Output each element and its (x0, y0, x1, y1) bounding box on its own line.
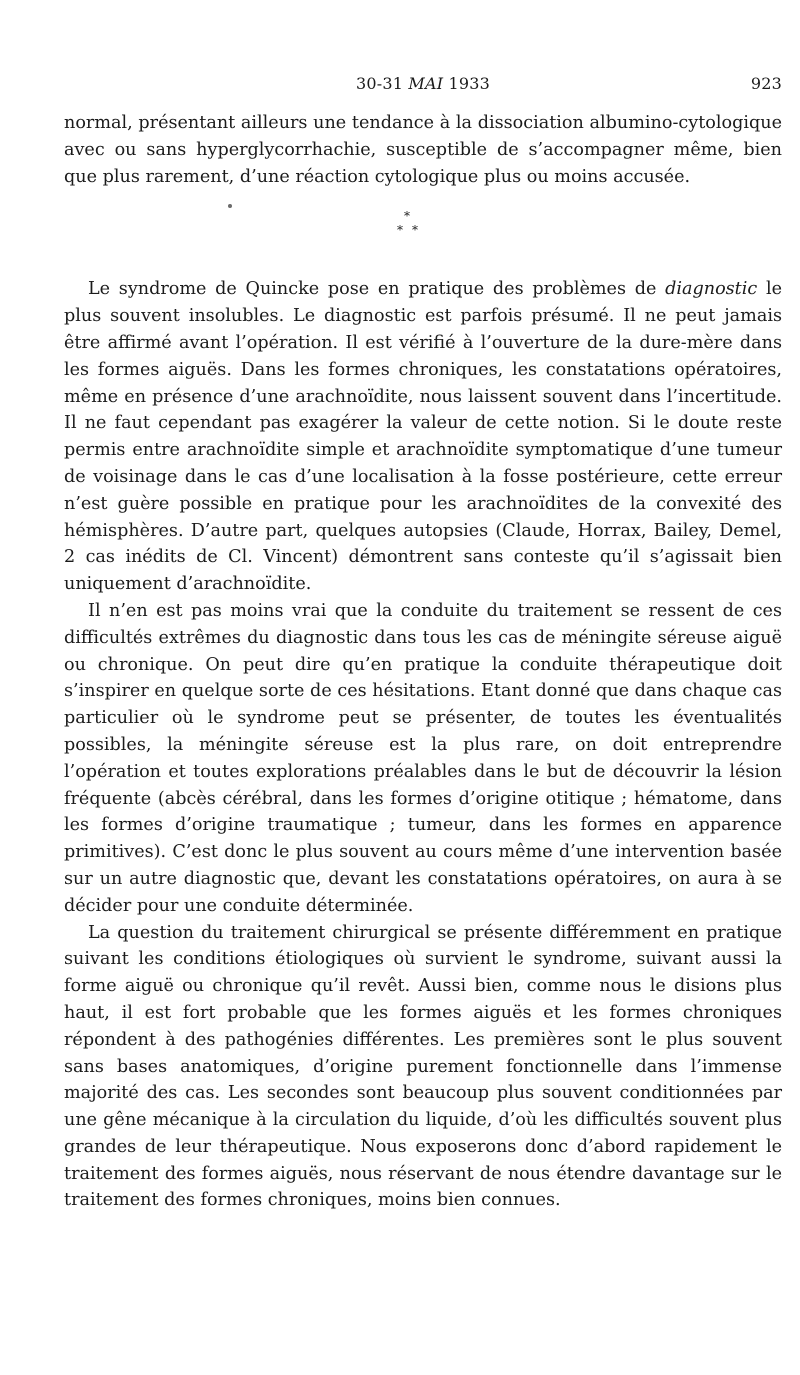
paragraph-diagnostic-rest: le plus souvent insolubles. Le diagnostic est parfois présumé. Il ne peut jamais être affirmé avant l’opération. Il est vérifié à l’ouverture de la dure-mère dans les formes aiguës. Dans les formes chroniques, les constatations opératoires, même en présence d’une arachnoïdite, nous laissent souvent dans l’incertitude. Il ne faut cependant pas exagérer la valeur de cette notion. Si le doute reste permis entre arachnoïdite simple et arachnoïdite symptomatique d’une tumeur de voisinage dans le cas d’une localisation à la fosse postérieure, cette erreur n’est guère possible en pratique pour les arachnoïdites de la convexité des hémisphères. D’autre part, quelques autopsies (Claude, Horrax, Bailey, Demel, 2 cas inédits de Cl. Vincent) démontrent sans conteste qu’il s’agissait bien uniquement d’arachnoïdite. (64, 279, 782, 595)
paragraph-diagnostic (64, 276, 782, 598)
paragraph-diagnostic-start: Le syndrome de Quincke pose en pratique des problèmes de (88, 279, 666, 300)
header-date-prefix: 30-31 (355, 74, 409, 93)
paragraph-treatment-conduct: Il n’en est pas moins vrai que la conduite du traitement se ressent de ces difficultés extrêmes du diagnostic dans tous les cas de méningite séreuse aiguë ou chronique. On peut dire qu’en pratique la conduite thérapeutique doit s’inspirer en quelque sorte de ces hésitations. Etant donné que dans chaque cas particulier où le syndrome peut se présenter, de toutes les éventualités possibles, la méningite séreuse est la plus rare, on doit entreprendre l’opération et toutes explorations préalables dans le but de découvrir la lésion fréquente (abcès cérébral, dans les formes d’origine otitique ; hématome, dans les formes d’origine traumatique ; tumeur, dans les formes en apparence primitives). C’est donc le plus souvent au cours même d’une intervention basée sur un autre diagnostic que, devant les constatations opératoires, on aura à se décider pour une conduite déterminée. (64, 600, 782, 916)
ink-speck (228, 204, 232, 208)
header-year: 1933 (443, 74, 491, 93)
body-text (64, 110, 782, 1214)
paragraph-continued: normal, présentant ailleurs une tendance à la dissociation albumino-cytologique avec ou sans hyperglycorrhachie, susceptible de s’accompagner même, bien que plus rarement, d’une réaction cytologique plus ou moins accusée. (64, 113, 782, 187)
asterisk-left: * (397, 223, 403, 238)
section-asterism (64, 190, 782, 276)
running-header (64, 74, 782, 98)
paragraph-surgical-treatment: La question du traitement chirurgical se présente différemment en pratique suivant les conditions étiologiques où survient le syndrome, suivant aussi la forme aiguë ou chronique qu’il revêt. Aussi bien, comme nous le disions plus haut, il est fort probable que les formes aiguës et les formes chroniques répondent à des pathogénies différentes. Les premières sont le plus souvent sans bases anatomiques, d’origine purement fonctionnelle dans l’immense majorité des cas. Les secondes sont beaucoup plus souvent conditionnées par une gêne mécanique à la circulation du liquide, d’où les difficultés souvent plus grandes de leur thérapeutique. Nous exposerons donc d’abord rapidement le traitement des formes aiguës, nous réservant de nous étendre davantage sur le traitement des formes chroniques, moins bien connues. (64, 922, 782, 1211)
header-date (64, 74, 782, 93)
asterisk-top: * (404, 209, 410, 224)
paragraph-diagnostic-italic: diagnostic (665, 279, 758, 300)
header-month: MAI (408, 74, 444, 93)
asterisk-right: * (412, 223, 418, 238)
page-number: 923 (750, 74, 782, 93)
